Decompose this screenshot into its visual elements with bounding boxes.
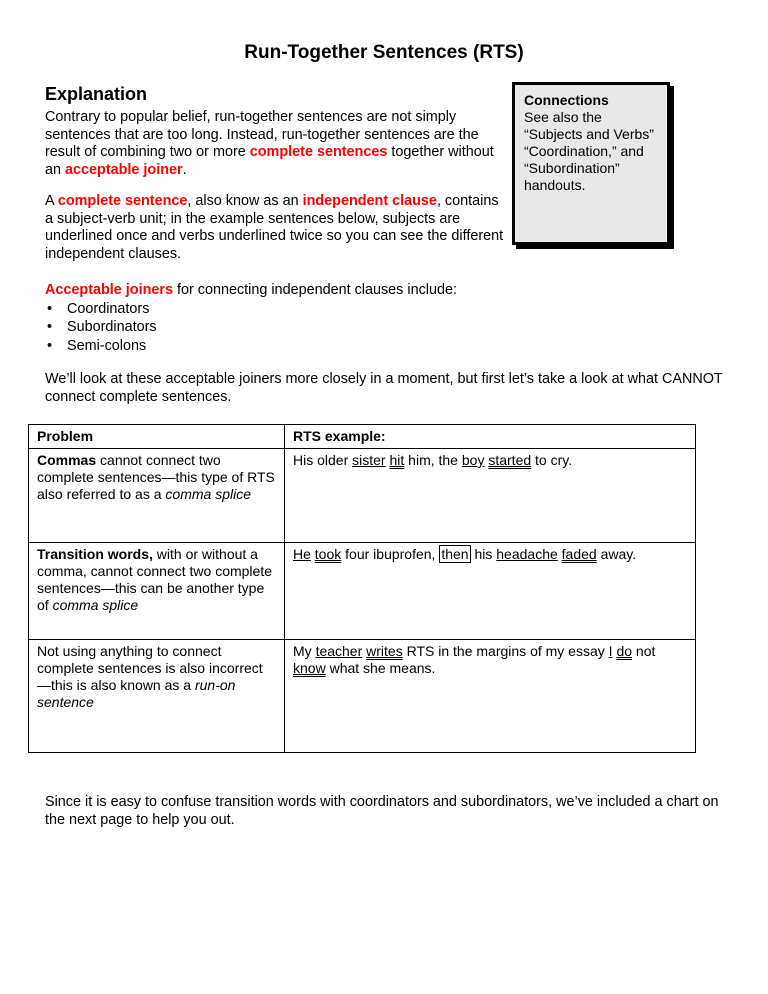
text-run: for connecting independent clauses include: — [172, 282, 457, 298]
verb-word: faded — [561, 546, 597, 562]
highlight-complete-sentences: complete sentences — [249, 144, 388, 160]
problem-text: with or without a comma, cannot connect two complete sentences—this can be another type of — [37, 546, 273, 613]
text-run: , contains a subject-verb unit; in the example sentences below, subjects are underlined once and verbs underlined twice so you can see the different independent clauses. — [45, 193, 504, 262]
verb-word: writes — [366, 643, 403, 659]
table-row — [29, 543, 696, 640]
highlight-acceptable-joiners: Acceptable joiners — [45, 282, 173, 298]
page-title: Run-Together Sentences (RTS) — [244, 42, 524, 63]
header-problem: Problem — [29, 425, 285, 449]
verb-word: took — [314, 546, 342, 562]
list-item-label: Semi-colons — [67, 337, 147, 354]
problem-cell — [29, 543, 285, 640]
text-run: RTS in the margins of my essay — [402, 643, 609, 659]
problem-text: cannot connect two complete sentences—this type of RTS also referred to as a — [37, 452, 275, 502]
example-cell — [285, 543, 696, 640]
list-item-label: Subordinators — [67, 319, 157, 335]
text-run: away. — [596, 546, 637, 562]
example-cell — [285, 449, 696, 543]
subject-word: He — [293, 546, 311, 562]
problem-cell — [29, 449, 285, 543]
connections-box — [512, 82, 670, 245]
list-item — [45, 300, 725, 319]
rts-table — [28, 424, 696, 753]
list-item-label: Coordinators — [67, 300, 150, 317]
explanation-heading: Explanation — [45, 84, 148, 104]
text-run: his — [470, 546, 497, 562]
problem-italic: comma splice — [52, 597, 139, 613]
verb-word: started — [488, 452, 532, 468]
highlight-acceptable-joiner: acceptable joiner — [65, 161, 183, 178]
explanation-paragraph-2 — [45, 193, 510, 263]
subject-word: headache — [496, 546, 558, 562]
problem-cell — [29, 640, 285, 753]
footer-paragraph: Since it is easy to confuse transition words with coordinators and subordinators, we’ve included a chart on the next page to help you out. — [45, 794, 719, 828]
intro-paragraph: We’ll look at these acceptable joiners more closely in a moment, but first let’s take a look at what CANNOT connect complete sentences. — [45, 371, 723, 405]
text-run: My — [293, 643, 316, 659]
text-run: . — [182, 161, 187, 178]
highlight-complete-sentence: complete sentence — [57, 193, 188, 209]
table-header-row — [29, 425, 696, 449]
transition-word-box: then — [441, 546, 469, 562]
connections-text: See also the “Subjects and Verbs” “Coordination,” and “Subordination” handouts. — [524, 109, 654, 193]
joiners-list — [45, 300, 725, 356]
table-row — [29, 449, 696, 543]
explanation-paragraph-1 — [45, 109, 510, 179]
text-run: , also know as an — [187, 193, 303, 209]
joiners-intro — [45, 281, 725, 300]
problem-bold: Commas — [37, 452, 97, 468]
verb-word: hit — [389, 452, 405, 468]
text-run: His older — [293, 452, 353, 468]
problem-italic: comma splice — [165, 486, 251, 502]
problem-text: Not using anything to connect complete sentences is also incorrect—this is also known as a — [37, 643, 263, 693]
text-run: together without an — [45, 144, 494, 178]
highlight-independent-clause: independent clause — [302, 193, 437, 209]
list-item — [45, 337, 725, 356]
header-rts-example: RTS example: — [285, 425, 696, 449]
subject-word: teacher — [315, 643, 363, 659]
problem-bold: Transition words, — [37, 546, 153, 562]
subject-word: I — [608, 643, 613, 659]
text-run: to cry. — [531, 452, 573, 468]
bullet-icon: • — [47, 319, 53, 335]
problem-italic: run-on sentence — [37, 677, 236, 710]
bullet-icon: • — [47, 300, 53, 317]
text-run: not — [632, 643, 656, 659]
verb-word: know — [293, 660, 326, 676]
list-item — [45, 318, 725, 337]
subject-word: boy — [461, 452, 485, 468]
text-run: A — [45, 193, 58, 209]
text-run: Contrary to popular belief, run-together sentences are not simply sentences that are too long. Instead, run-together sentences are the result of combining two or more — [45, 109, 479, 160]
text-run: what she means. — [325, 660, 436, 676]
subject-word: sister — [352, 452, 386, 468]
example-cell — [285, 640, 696, 753]
verb-word: do — [616, 643, 633, 659]
text-run: four ibuprofen, — [341, 546, 440, 562]
table-row — [29, 640, 696, 753]
joiners-section — [45, 281, 725, 355]
bullet-icon: • — [47, 337, 53, 354]
connections-heading: Connections — [524, 92, 609, 108]
text-run: him, the — [404, 452, 462, 468]
